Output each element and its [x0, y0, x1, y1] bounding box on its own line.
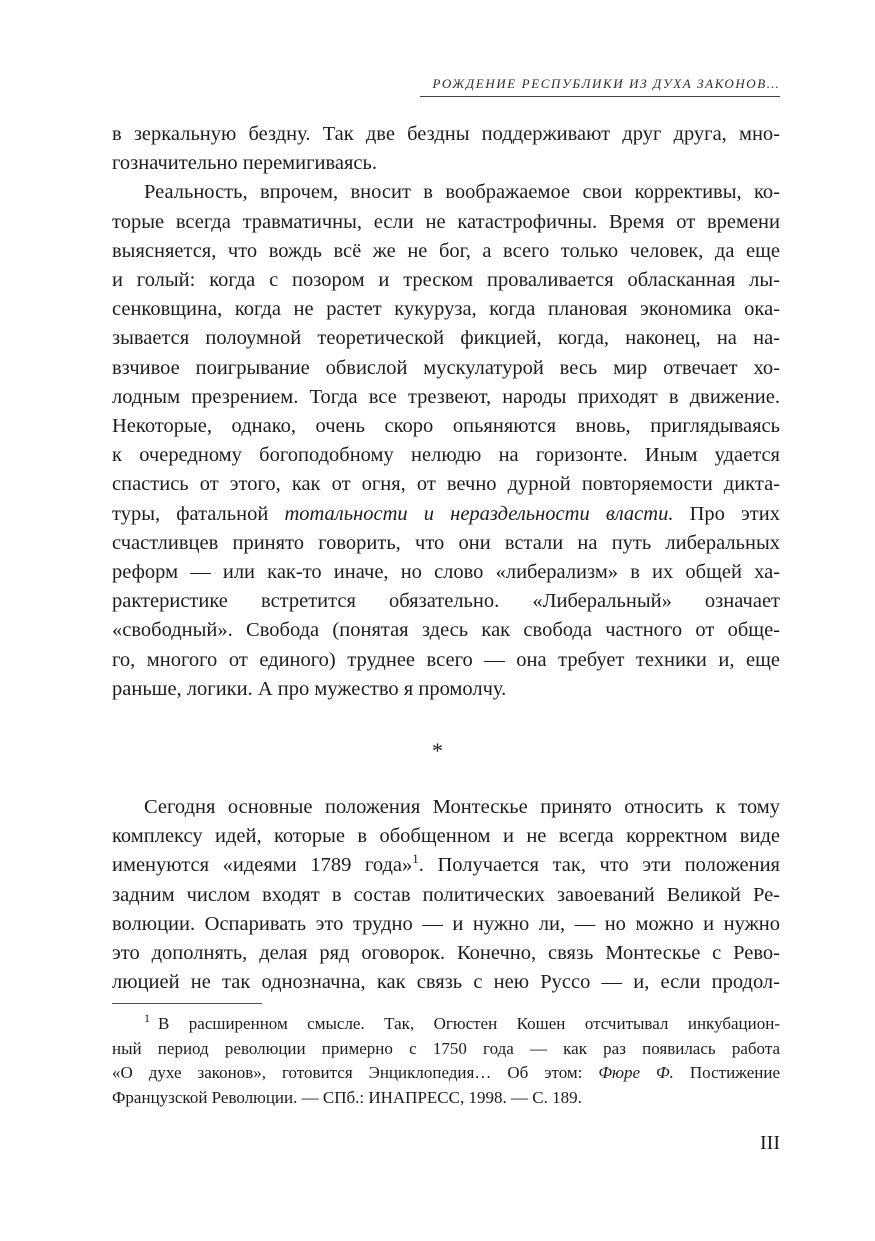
main-text-lower: [112, 793, 780, 997]
text-line: Сегодня основные положения Монтескье принято относить к тому: [144, 796, 780, 818]
text-line: взчивое поигрывание обвислой мускулатурой весь мир отвечает хо-: [112, 356, 780, 379]
text-line: сенковщина, когда не растет кукуруза, когда плановая экономика ока-: [112, 298, 780, 321]
text-line: торые всегда травматичны, если не катастрофичны. Время от времени: [112, 210, 780, 233]
text-line: рактеристике встретится обязательно. «Либеральный» означает: [112, 590, 780, 613]
text-line: к очередному богоподобному нелюдю на горизонте. Иным удается: [112, 444, 780, 467]
text-line: гозначительно перемигиваясь.: [112, 152, 378, 175]
footnote-line: [112, 1012, 780, 1037]
text-segment: . Получается так, что эти положения: [418, 854, 780, 877]
text-line: в зеркальную бездну. Так две бездны поддерживают друг друга, мно-: [112, 123, 780, 145]
text-segment: «О духе законов», готовится Энциклопедия… Об этом:: [112, 1063, 599, 1082]
text-line: задним числом входят в состав политических завоеваний Великой Ре-: [112, 883, 780, 906]
text-line: [112, 851, 780, 880]
author-name: Фюре Ф.: [598, 1063, 674, 1082]
text-line: выясняется, что вождь всё же не бог, а всего только человек, да еще: [112, 239, 780, 262]
text-line: лодным презрением. Тогда все трезвеют, народы приходят в движение.: [112, 385, 780, 408]
text-segment: туры, фатальной: [112, 502, 285, 525]
text-segment: именуются «идеями 1789 года»: [112, 854, 413, 877]
footnote-rule: [112, 1003, 262, 1004]
text-line: «свободный». Свобода (понятая здесь как свобода частного от обще-: [112, 619, 780, 642]
text-line: счастливцев принято говорить, что они встали на путь либеральных: [112, 531, 780, 554]
section-separator: *: [432, 738, 443, 763]
text-segment: Про этих: [673, 502, 780, 525]
italic-emphasis: тотальности и нераздельности власти.: [284, 502, 674, 525]
text-line: и голый: когда с позором и треском проваливается обласканная лы-: [112, 269, 780, 292]
text-line: зывается полоумной теоретической фикцией, когда, наконец, на на-: [112, 327, 780, 350]
text-line: Некоторые, однако, очень скоро опьяняются вновь, приглядываясь: [112, 415, 780, 438]
footnote-mark: 1: [144, 1011, 150, 1026]
text-line: раньше, логики. А про мужество я промолчу.: [112, 677, 507, 700]
text-line: волюции. Оспаривать это трудно — и нужно ли, — но можно и нужно: [112, 912, 780, 935]
text-segment: Постижение: [673, 1063, 780, 1082]
footnote: [112, 1012, 780, 1110]
footnote-line: ный период революции примерно с 1750 года — как раз появилась работа: [112, 1038, 780, 1058]
footnote-line: [112, 1061, 780, 1086]
running-head: РОЖДЕНИЕ РЕСПУБЛИКИ ИЗ ДУХА ЗАКОНОВ…: [432, 76, 780, 91]
footnote-line: Французской Революции. — СПб.: ИНАПРЕСС, 1998. — С. 189.: [112, 1087, 582, 1107]
text-line: [112, 500, 780, 529]
footnote-reference[interactable]: 1: [412, 851, 419, 867]
running-head-rule: [420, 96, 780, 97]
text-line: это дополнять, делая ряд оговорок. Конечно, связь Монтескье с Рево-: [112, 942, 780, 965]
text-segment: В расширенном смысле. Так, Огюстен Кошен отсчитывал инкубацион-: [158, 1014, 780, 1033]
text-line: Реальность, впрочем, вносит в воображаемое свои коррективы, ко-: [144, 181, 780, 204]
text-line: комплексу идей, которые в обобщенном и не всегда корректном виде: [112, 825, 780, 848]
page-number: III: [760, 1132, 780, 1154]
text-line: люцией не так однозначна, как связь с нею Руссо — и, если продол-: [112, 971, 780, 994]
main-text-upper: [112, 120, 780, 704]
text-line: реформ — или как-то иначе, но слово «либерализм» в их общей ха-: [112, 561, 780, 584]
text-line: спастись от этого, как от огня, от вечно дурной повторяемости дикта-: [112, 473, 780, 496]
text-line: го, многого от единого) труднее всего — она требует техники и, еще: [112, 648, 780, 671]
